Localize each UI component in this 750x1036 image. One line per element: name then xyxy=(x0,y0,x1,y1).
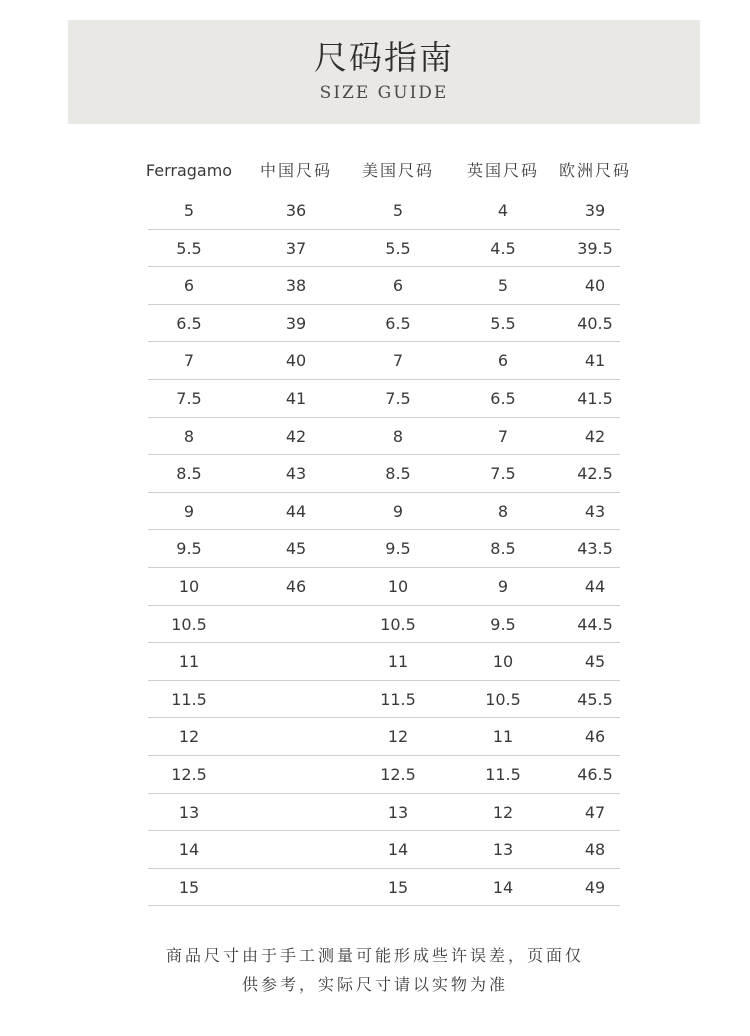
column-header-cn: 中国尺码 xyxy=(259,161,333,180)
table-row xyxy=(148,267,620,305)
cell-cn: 37 xyxy=(285,238,307,258)
cell-cn: 39 xyxy=(285,313,307,333)
page-subtitle: SIZE GUIDE xyxy=(319,83,449,103)
cell-eu: 42 xyxy=(584,426,606,446)
cell-eu: 41.5 xyxy=(577,388,613,408)
cell-us: 8 xyxy=(392,426,404,446)
cell-cn: 41 xyxy=(285,388,307,408)
cell-eu: 45.5 xyxy=(577,689,613,709)
cell-us: 12 xyxy=(387,727,409,747)
cell-ferragamo: 12 xyxy=(178,727,200,747)
page-title: 尺码指南 xyxy=(314,38,454,77)
cell-ferragamo: 10.5 xyxy=(171,614,207,634)
table-body xyxy=(148,192,620,906)
cell-ferragamo: 5.5 xyxy=(176,238,202,258)
cell-ferragamo: 7.5 xyxy=(176,388,202,408)
cell-ferragamo: 6.5 xyxy=(176,313,202,333)
cell-eu: 46.5 xyxy=(577,764,613,784)
cell-eu: 46 xyxy=(584,727,606,747)
cell-uk: 10 xyxy=(492,652,514,672)
cell-us: 12.5 xyxy=(380,764,416,784)
table-row xyxy=(148,342,620,380)
cell-uk: 6.5 xyxy=(490,388,516,408)
cell-eu: 48 xyxy=(584,840,606,860)
cell-cn: 44 xyxy=(285,501,307,521)
cell-us: 9 xyxy=(392,501,404,521)
cell-eu: 41 xyxy=(584,351,606,371)
table-row xyxy=(148,869,620,907)
cell-ferragamo: 13 xyxy=(178,802,200,822)
table-row xyxy=(148,192,620,230)
cell-uk: 7 xyxy=(497,426,509,446)
cell-ferragamo: 11 xyxy=(178,652,200,672)
cell-uk: 8 xyxy=(497,501,509,521)
column-header-us: 美国尺码 xyxy=(361,161,435,180)
cell-ferragamo: 12.5 xyxy=(171,764,207,784)
cell-us: 8.5 xyxy=(385,464,411,484)
table-row xyxy=(148,568,620,606)
table-row xyxy=(148,681,620,719)
table-row xyxy=(148,455,620,493)
cell-ferragamo: 5 xyxy=(183,201,195,220)
cell-uk: 13 xyxy=(492,840,514,860)
cell-uk: 5.5 xyxy=(490,313,516,333)
cell-ferragamo: 10 xyxy=(178,576,200,596)
cell-eu: 39 xyxy=(584,201,606,220)
table-row xyxy=(148,380,620,418)
table-row xyxy=(148,643,620,681)
table-row xyxy=(148,530,620,568)
column-header-eu: 欧洲尺码 xyxy=(558,161,632,180)
cell-ferragamo: 11.5 xyxy=(171,689,207,709)
cell-eu: 45 xyxy=(584,652,606,672)
cell-eu: 42.5 xyxy=(577,464,613,484)
cell-us: 5 xyxy=(392,201,404,220)
cell-eu: 44.5 xyxy=(577,614,613,634)
cell-ferragamo: 8.5 xyxy=(176,464,202,484)
cell-cn: 46 xyxy=(285,576,307,596)
cell-eu: 49 xyxy=(584,877,606,897)
cell-ferragamo: 8 xyxy=(183,426,195,446)
cell-us: 10.5 xyxy=(380,614,416,634)
cell-cn: 38 xyxy=(285,276,307,296)
cell-uk: 6 xyxy=(497,351,509,371)
cell-eu: 47 xyxy=(584,802,606,822)
table-row xyxy=(148,493,620,531)
cell-uk: 7.5 xyxy=(490,464,516,484)
cell-cn: 40 xyxy=(285,351,307,371)
cell-uk: 10.5 xyxy=(485,689,521,709)
cell-cn: 36 xyxy=(285,201,307,220)
cell-us: 11.5 xyxy=(380,689,416,709)
cell-eu: 39.5 xyxy=(577,238,613,258)
cell-uk: 11.5 xyxy=(485,764,521,784)
cell-us: 11 xyxy=(387,652,409,672)
cell-ferragamo: 6 xyxy=(183,276,195,296)
cell-eu: 44 xyxy=(584,576,606,596)
cell-eu: 43.5 xyxy=(577,539,613,559)
cell-us: 15 xyxy=(387,877,409,897)
cell-uk: 9 xyxy=(497,576,509,596)
table-row xyxy=(148,305,620,343)
column-header-uk: 英国尺码 xyxy=(466,161,540,180)
cell-cn: 42 xyxy=(285,426,307,446)
cell-uk: 11 xyxy=(492,727,514,747)
cell-us: 7.5 xyxy=(385,388,411,408)
cell-us: 5.5 xyxy=(385,238,411,258)
table-header-row xyxy=(145,152,632,192)
table-row xyxy=(148,606,620,644)
header-band xyxy=(68,20,700,124)
cell-us: 7 xyxy=(392,351,404,371)
cell-ferragamo: 9.5 xyxy=(176,539,202,559)
table-row xyxy=(148,418,620,456)
cell-ferragamo: 15 xyxy=(178,877,200,897)
cell-eu: 43 xyxy=(584,501,606,521)
cell-us: 9.5 xyxy=(385,539,411,559)
table-row xyxy=(148,756,620,794)
cell-ferragamo: 7 xyxy=(183,351,195,371)
cell-uk: 8.5 xyxy=(490,539,516,559)
table-row xyxy=(148,230,620,268)
cell-ferragamo: 14 xyxy=(178,840,200,860)
cell-uk: 14 xyxy=(492,877,514,897)
column-header-ferragamo: Ferragamo xyxy=(145,161,233,180)
cell-us: 10 xyxy=(387,576,409,596)
table-row xyxy=(148,831,620,869)
table-row xyxy=(148,718,620,756)
cell-uk: 9.5 xyxy=(490,614,516,634)
cell-eu: 40.5 xyxy=(577,313,613,333)
cell-cn: 43 xyxy=(285,464,307,484)
cell-eu: 40 xyxy=(584,276,606,296)
cell-us: 13 xyxy=(387,802,409,822)
cell-cn: 45 xyxy=(285,539,307,559)
table-row xyxy=(148,794,620,832)
cell-us: 6 xyxy=(392,276,404,296)
cell-us: 6.5 xyxy=(385,313,411,333)
disclaimer-line-2: 供参考，实际尺寸请以实物为准 xyxy=(241,975,508,994)
cell-uk: 5 xyxy=(497,276,509,296)
size-table xyxy=(145,152,632,906)
cell-ferragamo: 9 xyxy=(183,501,195,521)
disclaimer-line-1: 商品尺寸由于手工测量可能形成些许误差，页面仅 xyxy=(165,946,584,965)
cell-uk: 4 xyxy=(497,201,509,220)
cell-us: 14 xyxy=(387,840,409,860)
cell-uk: 12 xyxy=(492,802,514,822)
cell-uk: 4.5 xyxy=(490,238,516,258)
